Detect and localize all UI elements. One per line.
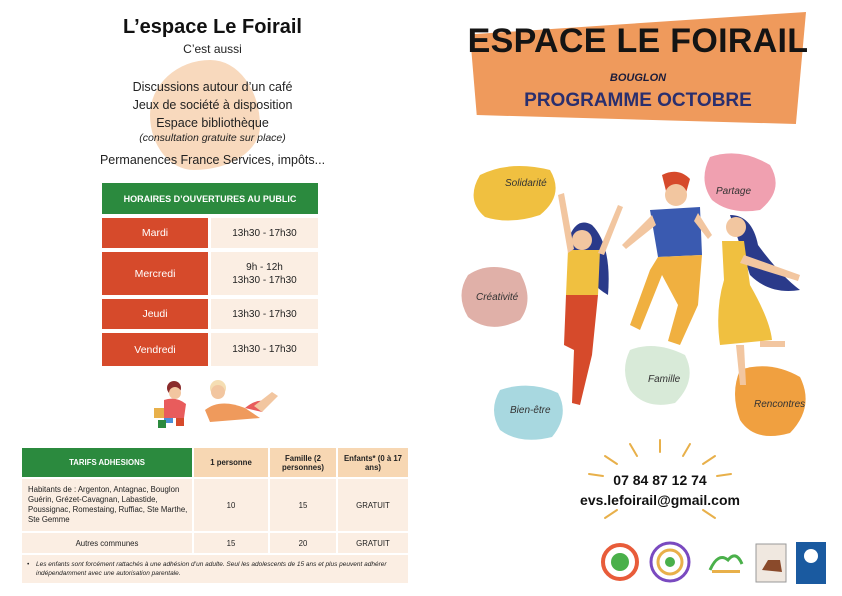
programme-title: PROGRAMME OCTOBRE xyxy=(524,90,752,111)
library-note: (consultation gratuite sur place) xyxy=(139,132,286,144)
table-row xyxy=(22,479,408,531)
commune-crest-logo xyxy=(756,544,786,582)
table-cell: 15 xyxy=(270,479,336,531)
hours-day: Jeudi xyxy=(102,299,208,329)
table-cell: Habitants de : Argenton, Antagnac, Bouglon Guérin, Grézet-Cavagnan, Labastide, Poussignac, Romestaing, Ruffiac, Ste Marthe, Ste Gemme xyxy=(22,479,192,531)
table-cell: GRATUIT xyxy=(338,479,408,531)
table-row xyxy=(22,533,408,553)
left-title: L’espace Le Foirail xyxy=(123,16,302,38)
left-subtitle: C’est aussi xyxy=(183,42,242,56)
csc-logo xyxy=(651,543,689,581)
table-header-row xyxy=(22,448,408,477)
hours-row xyxy=(102,299,318,329)
label-rencontres: Rencontres xyxy=(754,399,806,410)
evs-logo xyxy=(603,545,637,579)
hours-row xyxy=(102,218,318,248)
opening-hours-table xyxy=(102,183,318,366)
partage-blob xyxy=(704,153,775,211)
services-list xyxy=(30,78,395,169)
table-cell: Autres communes xyxy=(22,533,192,553)
time-line: 13h30 - 17h30 xyxy=(232,344,297,355)
membership-fees-table xyxy=(22,448,408,583)
hours-time xyxy=(211,218,318,248)
coteaux-landes-logo xyxy=(710,556,742,573)
label-famille: Famille xyxy=(648,374,681,385)
service-item: Discussions autour d’un café xyxy=(132,80,293,94)
label-solidarite: Solidarité xyxy=(505,178,547,189)
service-item: Espace bibliothèque xyxy=(156,116,269,130)
table-cell: 10 xyxy=(194,479,268,531)
hours-day: Mardi xyxy=(102,218,208,248)
label-bienetre: Bien-être xyxy=(510,405,551,416)
table-footnote xyxy=(22,555,408,583)
hours-row xyxy=(102,333,318,366)
label-partage: Partage xyxy=(716,186,752,197)
hours-day: Vendredi xyxy=(102,333,208,366)
hours-time xyxy=(211,252,318,295)
bullet: • xyxy=(27,561,30,568)
partner-logos xyxy=(600,540,830,586)
time-line: 9h - 12h xyxy=(246,261,283,273)
hours-header: HORAIRES D’OUVERTURES AU PUBLIC xyxy=(102,183,318,214)
email-address: evs.lefoirail@gmail.com xyxy=(580,492,740,508)
time-line: 13h30 - 17h30 xyxy=(232,274,297,286)
time-line: 13h30 - 17h30 xyxy=(232,308,297,320)
caf-logo xyxy=(796,542,826,584)
main-title: ESPACE LE FOIRAIL xyxy=(467,22,809,60)
hours-time xyxy=(211,333,318,366)
footnote-text: Les enfants sont forcément rattachés à une adhésion d’un adulte. Seul les adolescents de 15 ans et plus peuvent adhérer indépendamment avec une autorisation parentale. xyxy=(36,561,387,577)
table-header: TARIFS ADHESIONS xyxy=(22,448,192,477)
label-creativite: Créativité xyxy=(476,292,519,303)
time-line: 13h30 - 17h30 xyxy=(232,227,297,239)
hours-row xyxy=(102,252,318,295)
table-header: 1 personne xyxy=(194,448,268,477)
table-header: Enfants* (0 à 17 ans) xyxy=(338,448,408,477)
phone-number: 07 84 87 12 74 xyxy=(613,472,707,488)
service-item: Jeux de société à disposition xyxy=(132,98,293,112)
hours-day: Mercredi xyxy=(102,252,208,295)
table-cell: 15 xyxy=(194,533,268,553)
table-cell: GRATUIT xyxy=(338,533,408,553)
solidarite-blob xyxy=(474,166,556,221)
location-label: BOUGLON xyxy=(609,72,667,84)
service-item: Permanences France Services, impôts... xyxy=(99,153,326,167)
hours-time xyxy=(211,299,318,329)
table-header: Famille (2 personnes) xyxy=(270,448,336,477)
table-cell: 20 xyxy=(270,533,336,553)
children-playing-illustration xyxy=(150,378,290,436)
